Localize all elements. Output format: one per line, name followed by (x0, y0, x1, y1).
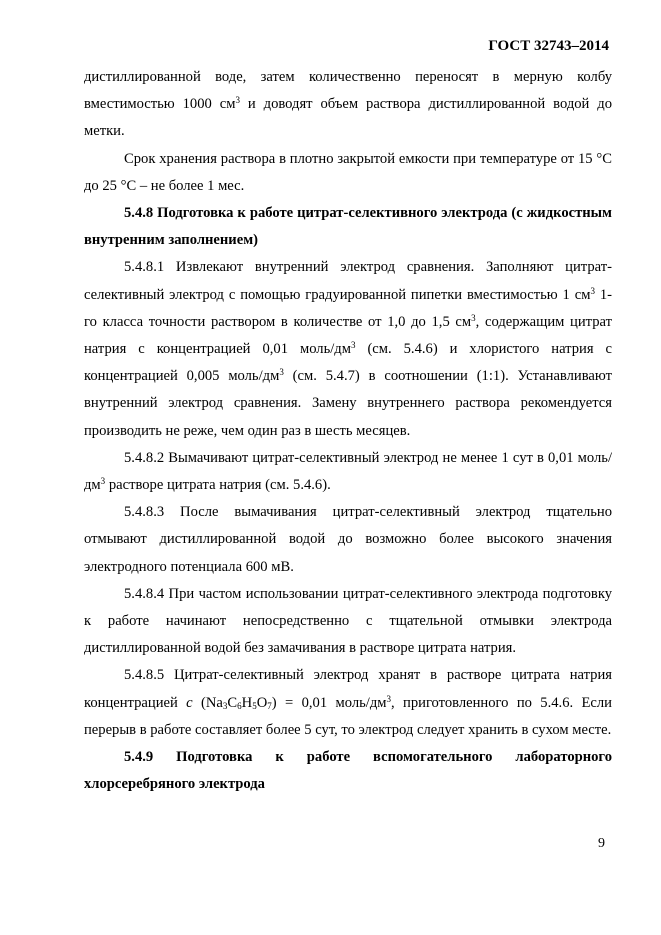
document-body (84, 64, 612, 798)
paragraph-continuation: дистиллированной воде, затем количественно переносят в мерную колбу вместимостью 1000 $см^3$ и доводят объем раствора дистиллированной водой до метки. (84, 69, 613, 140)
paragraph-5-4-8-1: 5.4.8.1 Извлекают внутренний электрод сравнения. Заполняют цитрат-селективный электрод с помощью градуированной пипетки вместимостью 1 $см^3$ 1-го класса точности раствором в количестве от 1,0 до 1,5 $см^3$, содержащим цитрат натрия с концентрацией 0,01 моль/$дм^3$ (см. 5.4.6) и хлористого натрия с концентрацией 0,005 моль/$дм^3$ (см. 5.4.7) в соотношении (1:1). Устанавливают внутренний электрод сравнения. Замену внутреннего раствора рекомендуется производить не реже, чем один раз в шесть месяцев. (84, 259, 612, 439)
paragraph-storage: Срок хранения раствора в плотно закрытой емкости при температуре от 15 °С до 25 °С – не более 1 мес. (84, 150, 612, 194)
section-heading-5-4-8: 5.4.8 Подготовка к работе цитрат-селективного электрода (с жидкостным внутренним заполнением) (84, 205, 612, 249)
paragraph-5-4-8-3: 5.4.8.3 После вымачивания цитрат-селективный электрод тщательно отмывают дистиллированной водой до возможно более высокого значения электродного потенциала 600 мВ. (84, 504, 612, 575)
page-number: 9 (598, 836, 605, 851)
section-heading-5-4-9: 5.4.9 Подготовка к работе вспомогательного лабораторного хлорсеребряного электрода (84, 749, 612, 793)
document-code: ГОСТ 32743–2014 (488, 38, 609, 54)
paragraph-5-4-8-4: 5.4.8.4 При частом использовании цитрат-селективного электрода подготовку к работе начинают непосредственно с тщательной отмывки электрода дистиллированной водой без замачивания в растворе цитрата натрия. (84, 585, 612, 657)
paragraph-5-4-8-2: 5.4.8.2 Вымачивают цитрат-селективный электрод не менее 1 сут в 0,01 моль/$дм^3$ растворе цитрата натрия (см. 5.4.6). (84, 449, 612, 494)
paragraph-5-4-8-5: 5.4.8.5 Цитрат-селективный электрод хранят в растворе цитрата натрия концентрацией c $(Na_3C_6H_5O_7) = 0,01$ моль/$дм^3$, приготовленного по 5.4.6. Если перерыв в работе составляет более 5 сут, то электрод следует хранить в сухом месте. (84, 667, 612, 738)
